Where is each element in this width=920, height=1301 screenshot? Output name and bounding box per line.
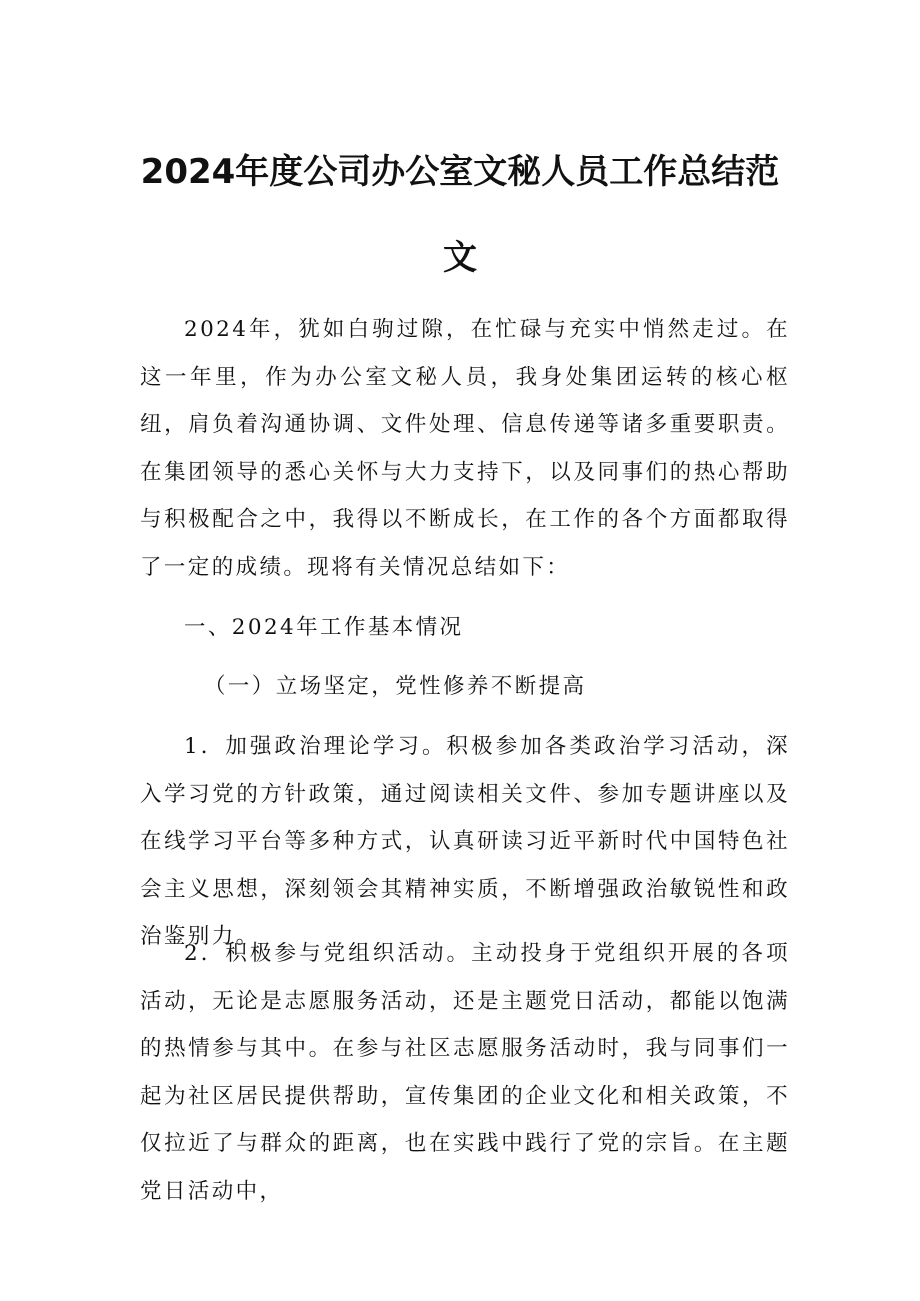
item-1-paragraph: 1．加强政治理论学习。积极参加各类政治学习活动，深入学习党的方针政策，通过阅读相关文件、参加专题讲座以及在线学习平台等多种方式，认真研读习近平新时代中国特色社会主义思想，深刻领会其精神实质，不断增强政治敏锐性和政治鉴别力。: [140, 734, 790, 949]
intro-paragraph: 2024年，犹如白驹过隙，在忙碌与充实中悄然走过。在这一年里，作为办公室文秘人员，我身处集团运转的核心枢纽，肩负着沟通协调、文件处理、信息传递等诸多重要职责。在集团领导的悉心关怀与大力支持下，以及同事们的热心帮助与积极配合之中，我得以不断成长，在工作的各个方面都取得了一定的成绩。现将有关情况总结如下：: [140, 317, 790, 580]
subsection-heading: （一）立场坚定，党性修养不断提高: [204, 674, 587, 699]
section-heading: 一、2024年工作基本情况: [184, 615, 464, 640]
document-title-line-2: 文: [443, 238, 477, 278]
item-2-paragraph: 2．积极参与党组织活动。主动投身于党组织开展的各项活动，无论是志愿服务活动，还是主题党日活动，都能以饱满的热情参与其中。在参与社区志愿服务活动时，我与同事们一起为社区居民提供帮助，宣传集团的企业文化和相关政策，不仅拉近了与群众的距离，也在实践中践行了党的宗旨。在主题党日活动中，: [140, 941, 790, 1204]
document-title-line-1: 2024年度公司办公室文秘人员工作总结范: [140, 152, 780, 192]
